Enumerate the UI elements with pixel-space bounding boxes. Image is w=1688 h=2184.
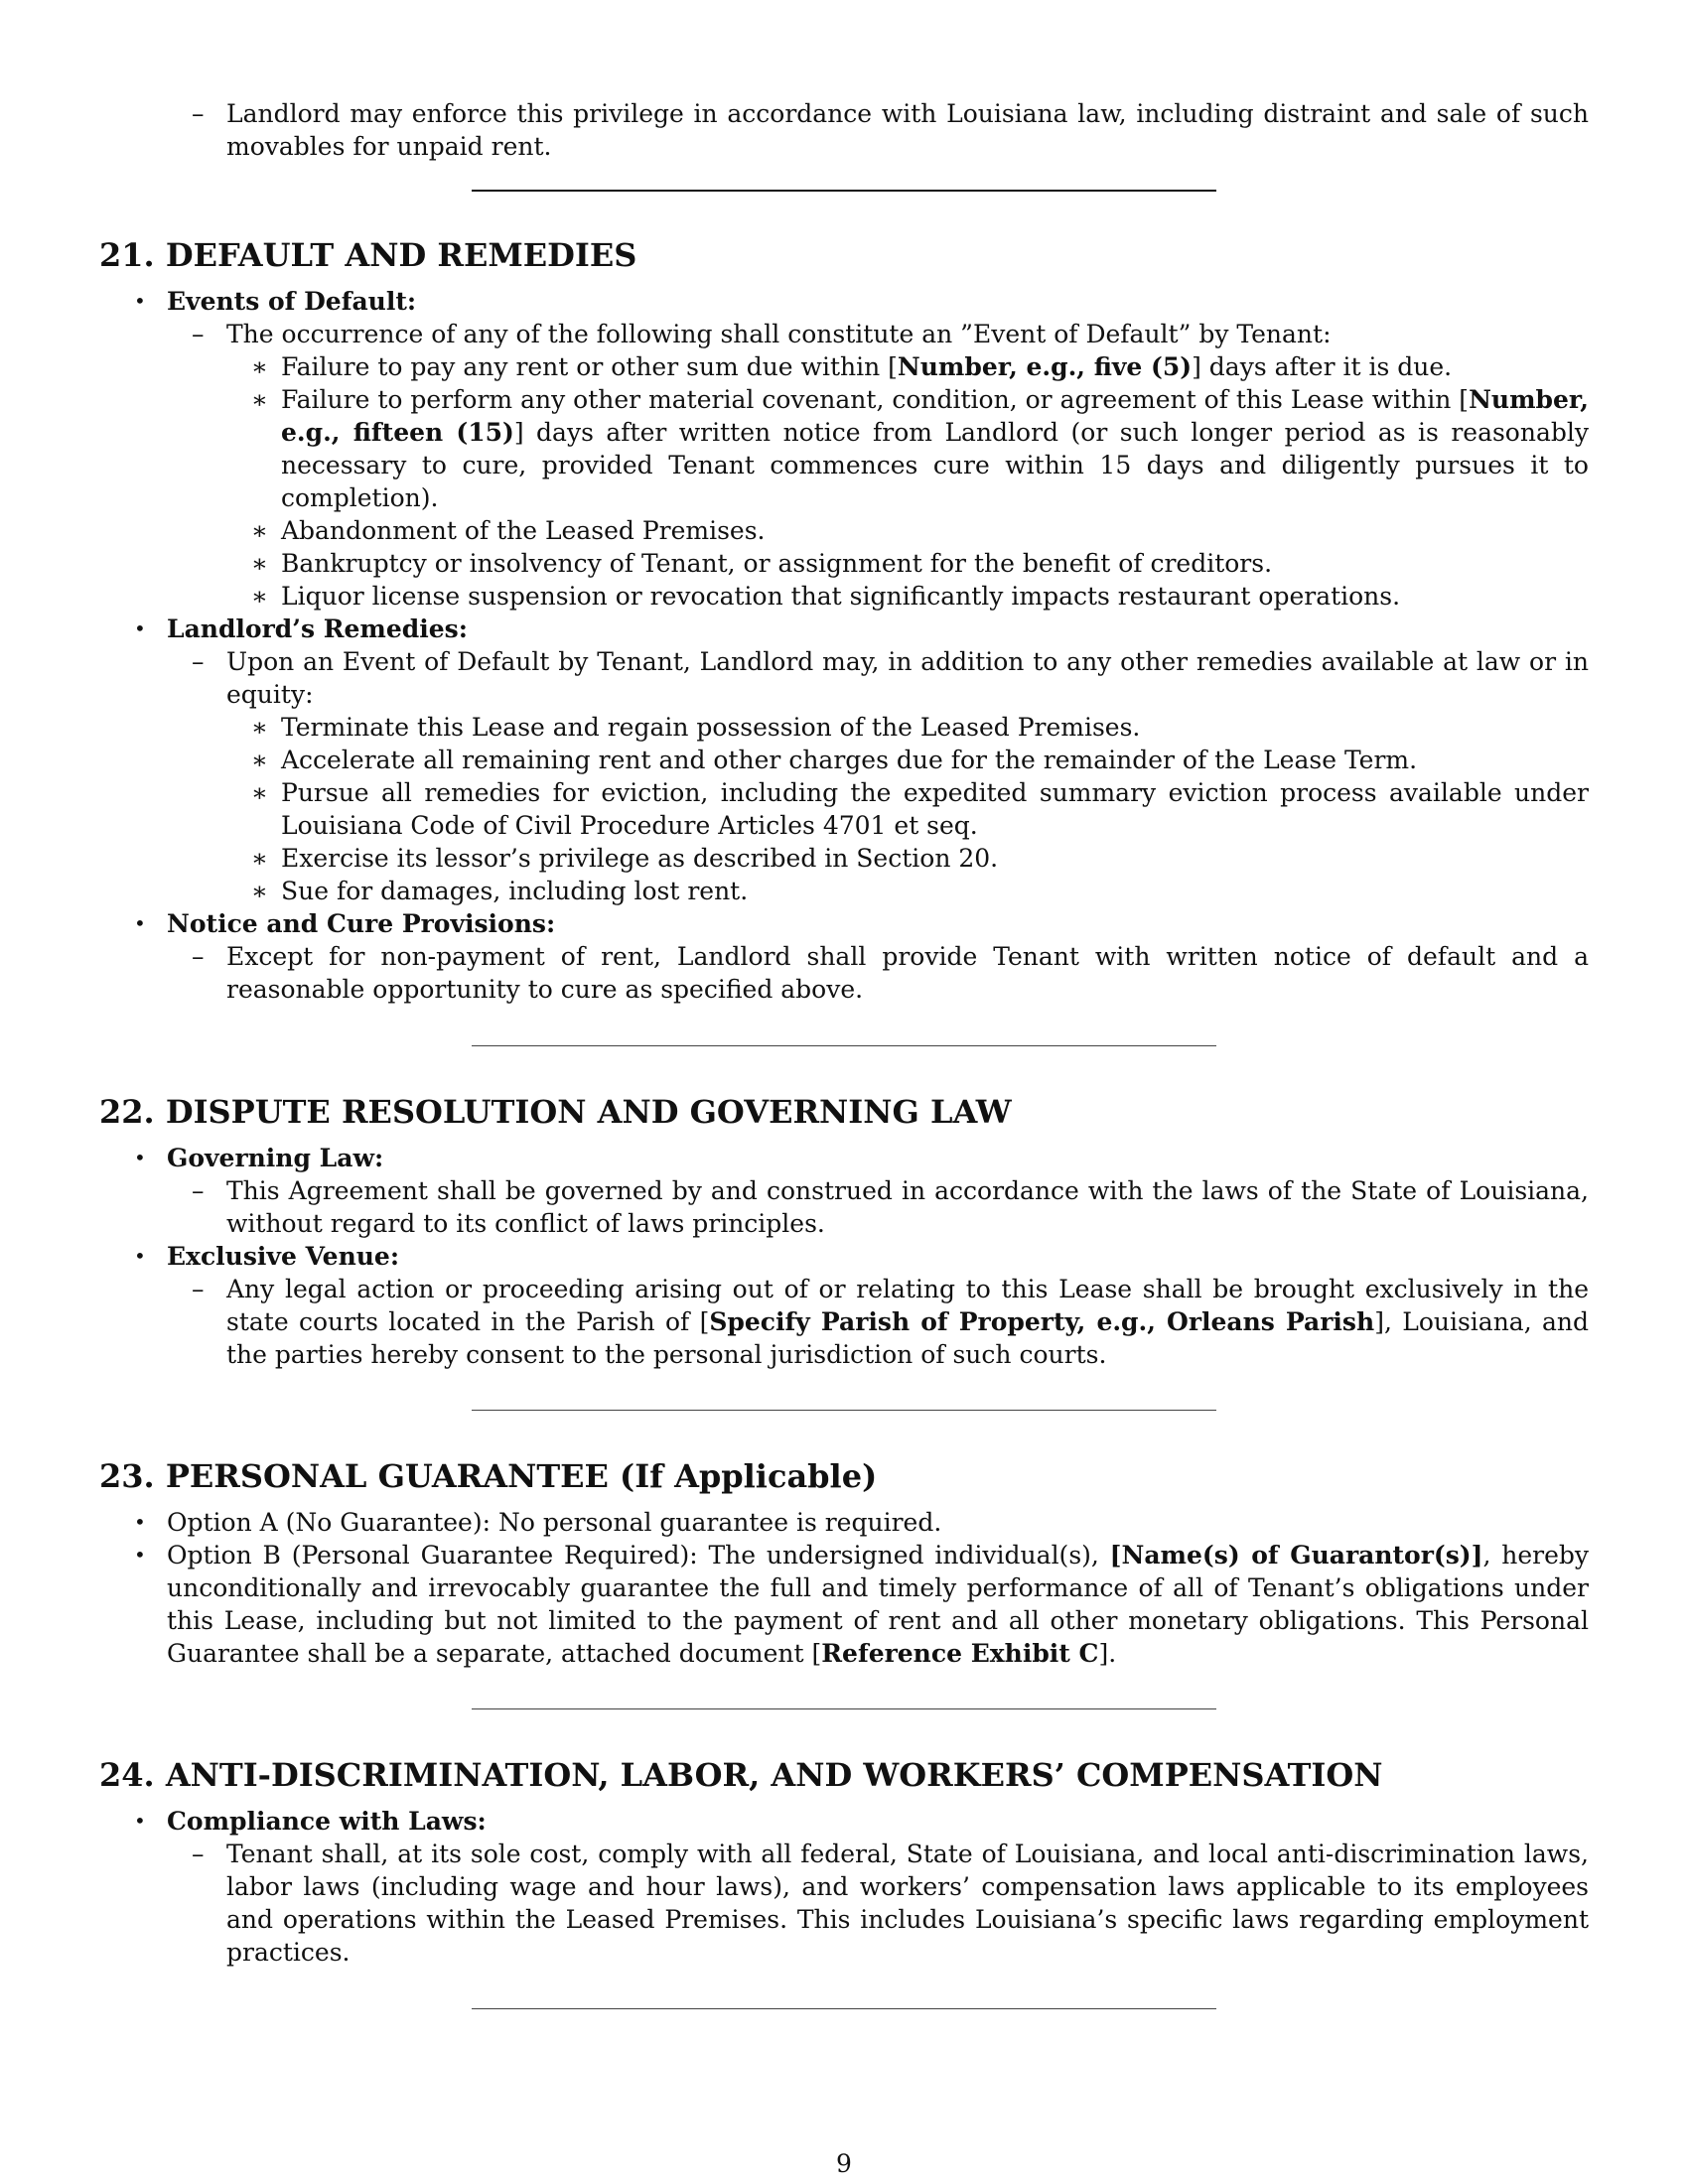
bullet-marker: • bbox=[134, 1146, 146, 1169]
dash-marker: – bbox=[192, 1275, 205, 1303]
section-divider bbox=[472, 1045, 1216, 1046]
bullet-marker: • bbox=[134, 1244, 146, 1268]
list-item bbox=[251, 776, 1589, 842]
bullet-marker: • bbox=[134, 1543, 146, 1567]
list-item bbox=[134, 1240, 1589, 1273]
list-item bbox=[134, 907, 1589, 940]
item-label: Landlord’s Remedies: bbox=[167, 614, 468, 643]
list-item bbox=[134, 1539, 1589, 1670]
bullet-marker: • bbox=[134, 616, 146, 640]
section-heading-24: 24. ANTI-DISCRIMINATION, LABOR, AND WORKERS’ COMPENSATION bbox=[99, 1756, 1383, 1794]
list-item-text: The occurrence of any of the following shall constitute an ”Event of Default” by Tenant: bbox=[226, 320, 1332, 348]
list-item bbox=[251, 514, 1589, 547]
list-item-text: Liquor license suspension or revocation that significantly impacts restaurant operations. bbox=[281, 582, 1401, 611]
placeholder-text: Number, e.g., five (5) bbox=[897, 352, 1193, 381]
list-item bbox=[192, 1174, 1589, 1240]
list-item bbox=[251, 580, 1589, 613]
asterisk-marker: ∗ bbox=[251, 352, 268, 381]
list-item-text: Sue for damages, including lost rent. bbox=[281, 877, 749, 905]
placeholder-text: Specify Parish of Property, e.g., Orleans Parish bbox=[709, 1307, 1375, 1336]
list-item bbox=[192, 318, 1589, 350]
list-item bbox=[134, 285, 1589, 318]
list-item bbox=[192, 1838, 1589, 1969]
list-item-text: Tenant shall, at its sole cost, comply with all federal, State of Louisiana, and local anti-discrimination laws, labor laws (including wage and hour laws), and workers’ compensation laws applicable to its employees and operations within the Leased Premises. This includes Louisiana’s specific laws regarding employment practices. bbox=[226, 1840, 1589, 1967]
list-item-text bbox=[281, 350, 1589, 383]
item-label: Notice and Cure Provisions: bbox=[167, 909, 556, 938]
list-item bbox=[134, 1506, 1589, 1539]
list-item-text: Exercise its lessor’s privilege as described in Section 20. bbox=[281, 844, 999, 873]
item-label: Events of Default: bbox=[167, 287, 417, 316]
bullet-marker: • bbox=[134, 1510, 146, 1534]
asterisk-marker: ∗ bbox=[251, 844, 268, 873]
list-item-text: Landlord may enforce this privilege in accordance with Louisiana law, including distraint and sale of such movables for unpaid rent. bbox=[226, 99, 1589, 161]
list-item bbox=[134, 1805, 1589, 1838]
dash-marker: – bbox=[192, 99, 205, 128]
list-item bbox=[251, 875, 1589, 907]
list-item bbox=[192, 940, 1589, 1006]
list-item bbox=[192, 645, 1589, 711]
item-label: Exclusive Venue: bbox=[167, 1242, 400, 1271]
dash-marker: – bbox=[192, 1840, 205, 1868]
list-item-text bbox=[167, 1539, 1589, 1670]
placeholder-text: Reference Exhibit C bbox=[821, 1639, 1099, 1668]
list-item-text: Abandonment of the Leased Premises. bbox=[281, 516, 766, 545]
list-item-text: Upon an Event of Default by Tenant, Landlord may, in addition to any other remedies available at law or in equity: bbox=[226, 647, 1589, 709]
list-item bbox=[251, 744, 1589, 776]
asterisk-marker: ∗ bbox=[251, 778, 268, 807]
placeholder-text: [Name(s) of Guarantor(s)] bbox=[1109, 1541, 1483, 1570]
section-heading-21: 21. DEFAULT AND REMEDIES bbox=[99, 236, 637, 274]
text-run: Failure to perform any other material covenant, condition, or agreement of this Lease within [ bbox=[281, 385, 1470, 414]
bullet-marker: • bbox=[134, 1809, 146, 1833]
list-item-text: Accelerate all remaining rent and other charges due for the remainder of the Lease Term. bbox=[281, 746, 1418, 774]
asterisk-marker: ∗ bbox=[251, 746, 268, 774]
list-item bbox=[134, 613, 1589, 645]
list-item-text bbox=[281, 383, 1589, 514]
list-item-text: Terminate this Lease and regain possession of the Leased Premises. bbox=[281, 713, 1141, 742]
list-item bbox=[251, 842, 1589, 875]
text-run: Failure to pay any rent or other sum due within [ bbox=[281, 352, 898, 381]
text-run: , hereby unconditionally and irrevocably guarantee the full and timely performance of all of Tenant’s obligations under this Lease, including but not limited to the payment of rent and all other monetary obligations. This Personal Guarantee shall be a separate, attached document [ bbox=[167, 1541, 1589, 1668]
list-item-text: Pursue all remedies for eviction, including the expedited summary eviction process available under Louisiana Code of Civil Procedure Articles 4701 et seq. bbox=[281, 778, 1589, 840]
placeholder-text: Number, e.g., fifteen (15) bbox=[281, 385, 1589, 447]
dash-marker: – bbox=[192, 320, 205, 348]
list-item-text: Option A (No Guarantee): No personal guarantee is required. bbox=[167, 1508, 942, 1537]
asterisk-marker: ∗ bbox=[251, 713, 268, 742]
dash-marker: – bbox=[192, 647, 205, 676]
text-run: ]. bbox=[1098, 1639, 1117, 1668]
section-divider bbox=[472, 1708, 1216, 1709]
item-label: Governing Law: bbox=[167, 1144, 384, 1172]
dash-marker: – bbox=[192, 942, 205, 971]
asterisk-marker: ∗ bbox=[251, 516, 268, 545]
text-run: ] days after written notice from Landlord (or such longer period as is reasonably necessary to cure, provided Tenant commences cure within 15 days and diligently pursues it to completion). bbox=[281, 418, 1589, 512]
list-item bbox=[134, 1142, 1589, 1174]
list-item bbox=[251, 350, 1589, 383]
section-divider bbox=[472, 190, 1216, 192]
list-item-text: Except for non-payment of rent, Landlord shall provide Tenant with written notice of default and a reasonable opportunity to cure as specified above. bbox=[226, 942, 1589, 1004]
list-item bbox=[251, 383, 1589, 514]
bullet-marker: • bbox=[134, 289, 146, 313]
bullet-marker: • bbox=[134, 911, 146, 935]
text-run: Option B (Personal Guarantee Required): The undersigned individual(s), bbox=[167, 1541, 1110, 1570]
asterisk-marker: ∗ bbox=[251, 385, 268, 414]
section-heading-22: 22. DISPUTE RESOLUTION AND GOVERNING LAW bbox=[99, 1093, 1012, 1131]
list-item bbox=[192, 97, 1589, 163]
dash-marker: – bbox=[192, 1176, 205, 1205]
list-item-text: Bankruptcy or insolvency of Tenant, or assignment for the benefit of creditors. bbox=[281, 549, 1273, 578]
text-run: Any legal action or proceeding arising out of or relating to this Lease shall be brought exclusively in the state courts located in the Parish of [ bbox=[226, 1275, 1589, 1336]
section-divider bbox=[472, 2008, 1216, 2009]
asterisk-marker: ∗ bbox=[251, 582, 268, 611]
text-run: ], Louisiana, and the parties hereby consent to the personal jurisdiction of such courts. bbox=[226, 1307, 1590, 1369]
list-item bbox=[251, 547, 1589, 580]
document-page bbox=[99, 97, 1589, 2009]
section-divider bbox=[472, 1410, 1216, 1411]
list-item bbox=[192, 1273, 1589, 1371]
list-item bbox=[251, 711, 1589, 744]
list-item-text bbox=[226, 1273, 1589, 1371]
text-run: ] days after it is due. bbox=[1192, 352, 1453, 381]
asterisk-marker: ∗ bbox=[251, 877, 268, 905]
asterisk-marker: ∗ bbox=[251, 549, 268, 578]
item-label: Compliance with Laws: bbox=[167, 1807, 487, 1836]
page-number: 9 bbox=[836, 2149, 852, 2178]
list-item-text: This Agreement shall be governed by and construed in accordance with the laws of the State of Louisiana, without regard to its conflict of laws principles. bbox=[226, 1176, 1589, 1238]
section-heading-23: 23. PERSONAL GUARANTEE (If Applicable) bbox=[99, 1457, 878, 1495]
